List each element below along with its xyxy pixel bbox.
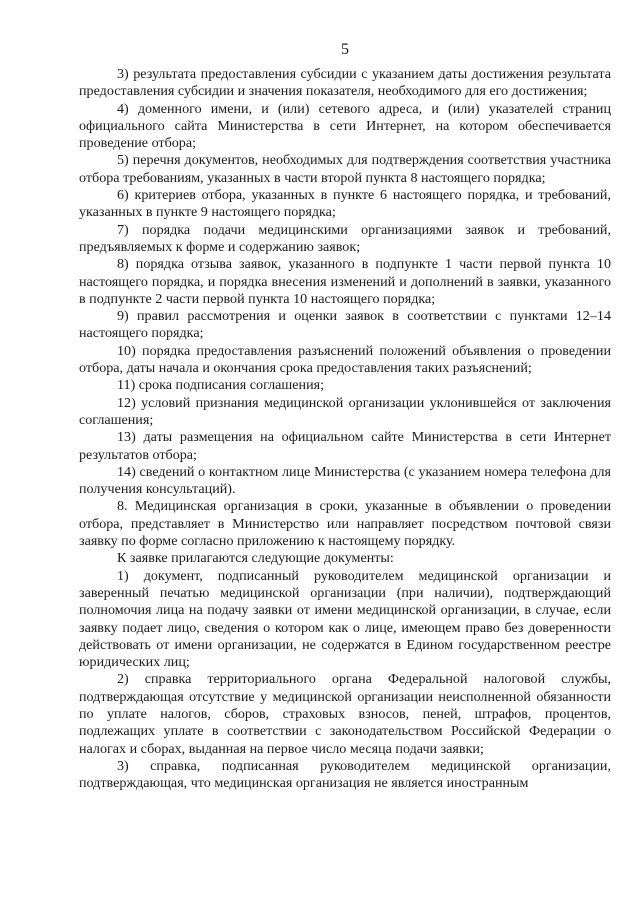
paragraph-item-7: 7) порядка подачи медицинскими организациями заявок и требований, предъявляемых к форме и содержанию заявок; (79, 221, 611, 255)
attachments-intro: К заявке прилагаются следующие документы: (117, 550, 394, 567)
section-8-paragraph: 8. Медицинская организация в сроки, указанные в объявлении о проведении отбора, представляет в Министерство или направляет посредством почтовой связи заявку по форме согласно приложению к настоящему порядку. (79, 498, 611, 550)
paragraph-item-13: 13) даты размещения на официальном сайте Министерства в сети Интернет результатов отбора; (79, 429, 611, 463)
attachment-item-1: 1) документ, подписанный руководителем медицинской организации и заверенный печатью медицинской организации (при наличии), подтверждающий полномочия лица на подачу заявки от имени медицинской организации, в случае, если заявку подает лицо, сведения о котором как о лице, имеющем право без доверенности действовать от имени организации, не содержатся в Едином государственном реестре юридических лиц; (79, 567, 611, 671)
paragraph-item-6: 6) критериев отбора, указанных в пункте 6 настоящего порядка, и требований, указанных в пункте 9 настоящего порядка; (79, 187, 611, 221)
paragraph-item-12: 12) условий признания медицинской организации уклонившейся от заключения соглашения; (79, 394, 611, 428)
attachment-item-3: 3) справка, подписанная руководителем медицинской организации, подтверждающая, что медицинская организация не является иностранным (79, 757, 611, 792)
paragraph-item-9: 9) правил рассмотрения и оценки заявок в соответствии с пунктами 12–14 настоящего порядка; (79, 308, 611, 342)
attachment-item-2: 2) справка территориального органа Федеральной налоговой службы, подтверждающая отсутствие у медицинской организации неисполненной обязанности по уплате налогов, сборов, страховых взносов, пеней, штрафов, процентов, подлежащих уплате в соответствии с законодательством Российской Федерации о налогах и сборах, выданная на первое число месяца подачи заявки; (79, 671, 611, 757)
paragraph-item-14: 14) сведений о контактном лице Министерства (с указанием номера телефона для получения консультаций). (79, 463, 611, 498)
document-body (79, 66, 611, 792)
paragraph-item-11: 11) срока подписания соглашения; (117, 377, 325, 394)
page-number: 5 (341, 41, 349, 58)
paragraph-item-4: 4) доменного имени, и (или) сетевого адреса, и (или) указателей страниц официального сайта Министерства в сети Интернет, на котором обеспечивается проведение отбора; (79, 100, 611, 152)
paragraph-item-10: 10) порядка предоставления разъяснений положений объявления о проведении отбора, даты начала и окончания срока предоставления таких разъяснений; (79, 342, 611, 377)
paragraph-item-5: 5) перечня документов, необходимых для подтверждения соответствия участника отбора требованиям, указанных в части второй пункта 8 настоящего порядка; (79, 152, 611, 186)
paragraph-item-3: 3) результата предоставления субсидии с указанием даты достижения результата предоставления субсидии и значения показателя, необходимого для его достижения; (79, 66, 611, 100)
paragraph-item-8: 8) порядка отзыва заявок, указанного в подпункте 1 части первой пункта 10 настоящего порядка, и порядка внесения изменений и дополнений в заявки, указанного в подпункте 2 части первой пункта 10 настоящего порядка; (79, 256, 611, 307)
